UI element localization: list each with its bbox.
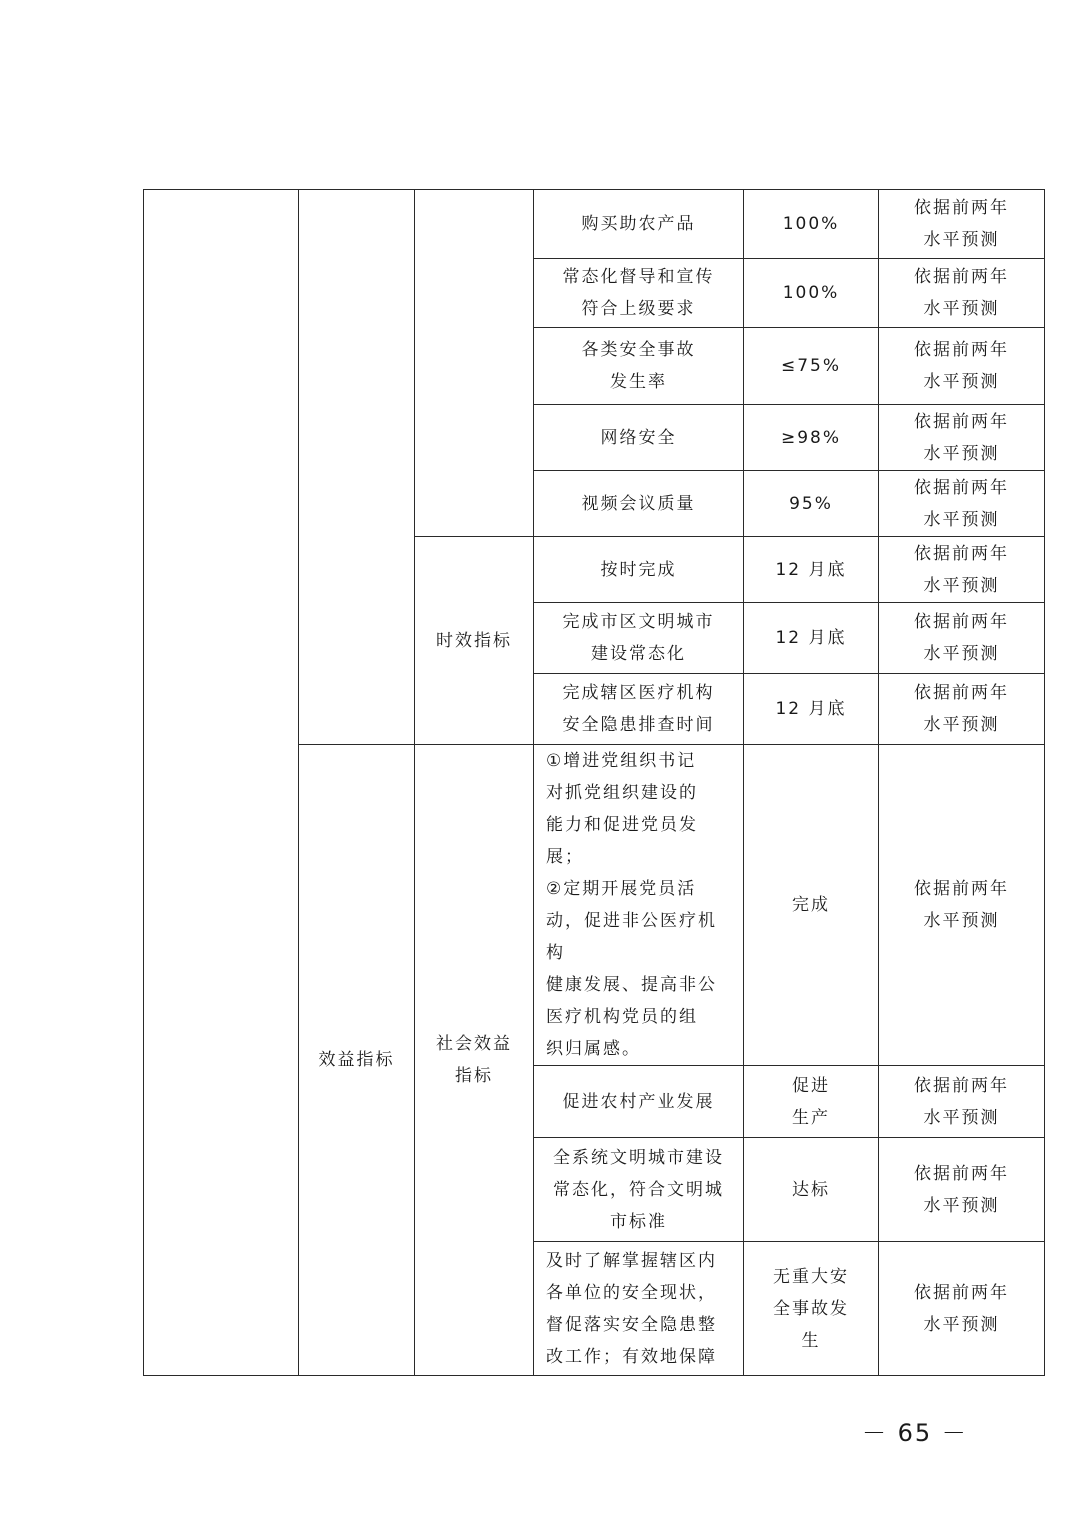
indicator-basis-cell: 依据前两年 水平预测 (879, 674, 1045, 745)
performance-indicator-table (143, 189, 1045, 1376)
indicator-target-cell: 95% (744, 471, 879, 537)
indicator-target-cell: 达标 (744, 1138, 879, 1242)
indicator-target-cell: ≤75% (744, 328, 879, 405)
indicator-basis-cell: 依据前两年 水平预测 (879, 1242, 1045, 1376)
indicator-target-cell: 100% (744, 259, 879, 328)
indicator-item-cell: ①增进党组织书记 对抓党组织建设的 能力和促进党员发 展； ②定期开展党员活 动，促进非公医疗机构 健康发展、提高非公 医疗机构党员的组 织归属感。 (534, 745, 744, 1066)
indicator-item-cell: 购买助农产品 (534, 190, 744, 259)
indicator-basis-cell: 依据前两年 水平预测 (879, 745, 1045, 1066)
indicator-item-cell: 各类安全事故 发生率 (534, 328, 744, 405)
social-benefit-indicator-label: 社会效益 指标 (415, 745, 534, 1376)
indicator-target-cell: 12 月底 (744, 603, 879, 674)
benefit-indicator-label: 效益指标 (299, 745, 415, 1376)
indicator-basis-cell: 依据前两年 水平预测 (879, 1138, 1045, 1242)
indicator-item-cell: 促进农村产业发展 (534, 1066, 744, 1138)
indicator-basis-cell: 依据前两年 水平预测 (879, 259, 1045, 328)
table-row (144, 190, 1045, 259)
indicator-item-cell: 及时了解掌握辖区内 各单位的安全现状， 督促落实安全隐患整 改工作；有效地保障 (534, 1242, 744, 1376)
indicator-basis-cell: 依据前两年 水平预测 (879, 328, 1045, 405)
indicator-target-cell: 促进 生产 (744, 1066, 879, 1138)
time-indicator-label: 时效指标 (415, 537, 534, 745)
indicator-item-cell: 完成市区文明城市 建设常态化 (534, 603, 744, 674)
indicator-item-cell: 网络安全 (534, 405, 744, 471)
indicator-target-cell: ≥98% (744, 405, 879, 471)
page-number: － 65 － (862, 1419, 968, 1447)
indicator-target-cell: 无重大安 全事故发 生 (744, 1242, 879, 1376)
indicator-basis-cell: 依据前两年 水平预测 (879, 1066, 1045, 1138)
indicator-item-cell: 常态化督导和宣传 符合上级要求 (534, 259, 744, 328)
indicator-basis-cell: 依据前两年 水平预测 (879, 537, 1045, 603)
level2-indicator-cell (299, 190, 415, 745)
indicator-target-cell: 100% (744, 190, 879, 259)
indicator-item-cell: 视频会议质量 (534, 471, 744, 537)
level3-indicator-cell (415, 190, 534, 537)
indicator-item-cell: 按时完成 (534, 537, 744, 603)
level1-indicator-cell (144, 190, 299, 1376)
indicator-basis-cell: 依据前两年 水平预测 (879, 471, 1045, 537)
indicator-basis-cell: 依据前两年 水平预测 (879, 405, 1045, 471)
indicator-basis-cell: 依据前两年 水平预测 (879, 190, 1045, 259)
indicator-target-cell: 完成 (744, 745, 879, 1066)
indicator-item-cell: 全系统文明城市建设 常态化，符合文明城 市标准 (534, 1138, 744, 1242)
indicator-item-cell: 完成辖区医疗机构 安全隐患排查时间 (534, 674, 744, 745)
indicator-target-cell: 12 月底 (744, 674, 879, 745)
indicator-target-cell: 12 月底 (744, 537, 879, 603)
indicator-basis-cell: 依据前两年 水平预测 (879, 603, 1045, 674)
